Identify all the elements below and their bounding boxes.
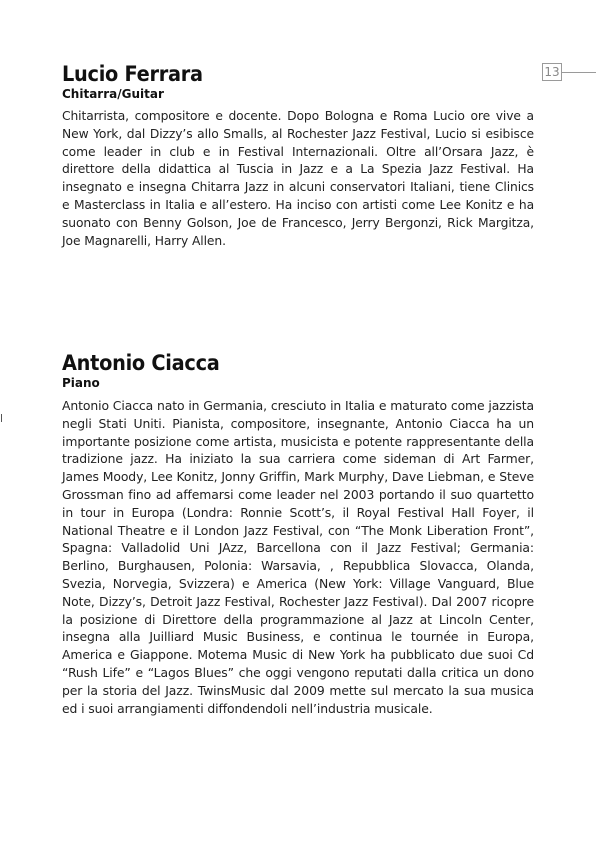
bio-name: Antonio Ciacca xyxy=(62,351,220,375)
page-number-rule xyxy=(562,72,596,73)
bio-role: Chitarra/Guitar xyxy=(62,87,164,101)
bio-text: Chitarrista, compositore e docente. Dopo Bologna e Roma Lucio ore vive a New York, dal Dizzy’s allo Smalls, al Rochester Jazz Festival, Lucio si esibisce come leader in club e in Festival Internazionali. Oltre all’Orsara Jazz, è direttore della didattica al Tuscia in Jazz e a La Spezia Jazz Festival. Ha insegnato e insegna Chitarra Jazz in alcuni conservatori Italiani, tiene Clinics e Masterclass in Italia e all’estero. Ha inciso con artisti come Lee Konitz e ha suonato con Benny Golson, Joe de Francesco, Jerry Bergonzi, Rick Margitza, Joe Magnarelli, Harry Allen. xyxy=(62,109,534,248)
bio-role: Piano xyxy=(62,376,100,390)
bio-text: Antonio Ciacca nato in Germania, cresciuto in Italia e maturato come jazzista negli Stati Uniti. Pianista, compositore, insegnante, Antonio Ciacca ha un importante posizione come artista, musicista e potente rappresentante della tradizione jazz. Ha iniziato la sua carriera come sideman di Art Farmer, James Moody, Lee Konitz, Jonny Griffin, Mark Murphy, Dave Liebman, e Steve Grossman fino ad affemarsi come leader nel 2003 portando il suo quartetto in tour in Europa (Londra: Ronnie Scott’s, il Royal Festival Hall Foyer, il National Theatre e il London Jazz Festival, con “The Monk Liberation Front”, Spagna: Valladolid Uni JAzz, Barcellona con il Jazz Festival; Germania: Berlino, Burghausen, Polonia: Warsavia, , Repubblica Slovacca, Olanda, Svezia, Norvegia, Svizzera) e America (New York: Village Vanguard, Blue Note, Dizzy’s, Detroit Jazz Festival, Rochester Jazz Festival). Dal 2007 ricopre la posizione di Direttore della programmazione al Jazz at Lincoln Center, insegna alla Juilliard Music Business, e continua le tournée in Europa, America e Giappone. Motema Music di New York ha pubblicato due suoi Cd “Rush Life” e “Lagos Blues” che oggi vengono reputati dalla critica un dono per la storia del Jazz. TwinsMusic dal 2009 mette sul mercato la sua musica ed i suoi arrangiamenti diffondendoli nell’industria musicale. xyxy=(62,398,534,716)
bio-section-antonio-ciacca xyxy=(62,351,534,717)
bio-name: Lucio Ferrara xyxy=(62,62,203,86)
page-number: 13 xyxy=(542,63,562,81)
margin-mark xyxy=(1,414,2,422)
bio-section-lucio-ferrara xyxy=(62,62,534,250)
